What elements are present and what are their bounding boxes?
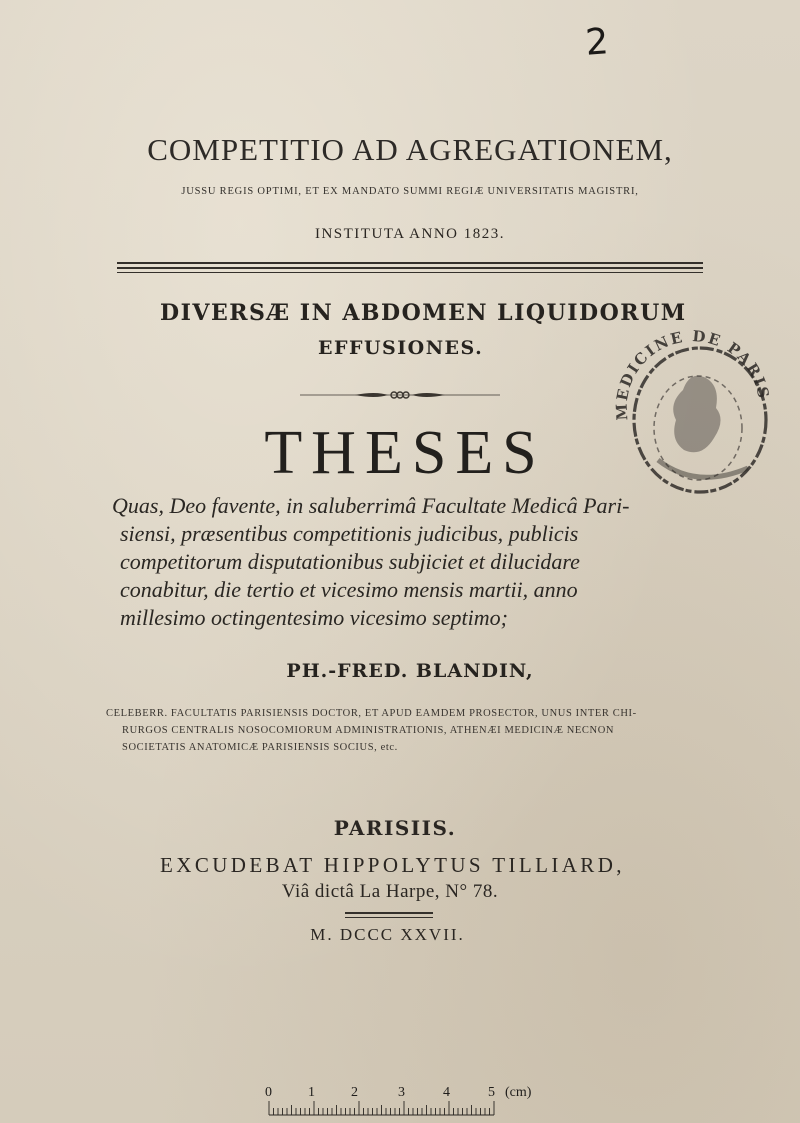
imprint-address: Viâ dictâ La Harpe, N° 78.	[281, 881, 499, 902]
heading-line-2: EFFUSIONES.	[318, 337, 484, 359]
scale-unit: (cm)	[505, 1085, 532, 1100]
imprint-printer: EXCUDEBAT HIPPOLYTUS TILLIARD,	[160, 853, 625, 877]
measurement-scale	[258, 1084, 543, 1120]
dedication-line: siensi, præsentibus competitionis judicibus, publicis	[120, 521, 579, 546]
page-title: COMPETITIO AD AGREGATIONEM,	[147, 132, 673, 167]
imprint-city: PARISIIS.	[333, 816, 457, 840]
heading-line-1: DIVERSÆ IN ABDOMEN LIQUIDORUM	[160, 300, 687, 326]
theses-title: THESES	[264, 419, 546, 487]
author-name: PH.-FRED. BLANDIN,	[286, 660, 534, 682]
dedication-line: millesimo octingentesimo vicesimo septimo;	[120, 605, 508, 630]
imprint-year: M. DCCC XXVII.	[310, 925, 465, 944]
scale-tick-label: 5	[488, 1085, 495, 1100]
dedication-line: conabitur, die tertio et vicesimo mensis martii, anno	[120, 577, 578, 602]
scale-tick-label: 2	[351, 1085, 358, 1100]
dedication-line: Quas, Deo favente, in saluberrimâ Facultate Medicâ Pari-	[112, 493, 630, 518]
stamp-text: MEDICINE DE PARIS	[612, 326, 773, 421]
page-number: 2	[584, 21, 610, 64]
subtitle-line: JUSSU REGIS OPTIMI, ET EX MANDATO SUMMI REGIÆ UNIVERSITATIS MAGISTRI,	[181, 186, 639, 197]
description-line: SOCIETATIS ANATOMICÆ PARISIENSIS SOCIUS, etc.	[122, 742, 398, 753]
scale-tick-label: 1	[308, 1085, 315, 1100]
scale-tick-label: 0	[265, 1085, 272, 1100]
scale-tick-label: 4	[443, 1085, 450, 1100]
double-rule-lower	[117, 268, 703, 273]
scale-tick-label: 3	[398, 1085, 405, 1100]
instituta-line: INSTITUTA ANNO 1823.	[314, 226, 506, 242]
library-stamp	[598, 300, 773, 515]
ornament-divider	[300, 385, 500, 405]
dedication-line: competitorum disputationibus subjiciet et dilucidare	[120, 549, 580, 574]
description-line: RURGOS CENTRALIS NOSOCOMIORUM ADMINISTRATIONIS, ATHENÆI MEDICINÆ NECNON	[122, 725, 615, 736]
small-double-rule	[345, 912, 433, 918]
description-line: CELEBERR. FACULTATIS PARISIENSIS DOCTOR, ET APUD EAMDEM PROSECTOR, UNUS INTER CHI-	[106, 708, 637, 719]
author-description	[106, 705, 692, 756]
